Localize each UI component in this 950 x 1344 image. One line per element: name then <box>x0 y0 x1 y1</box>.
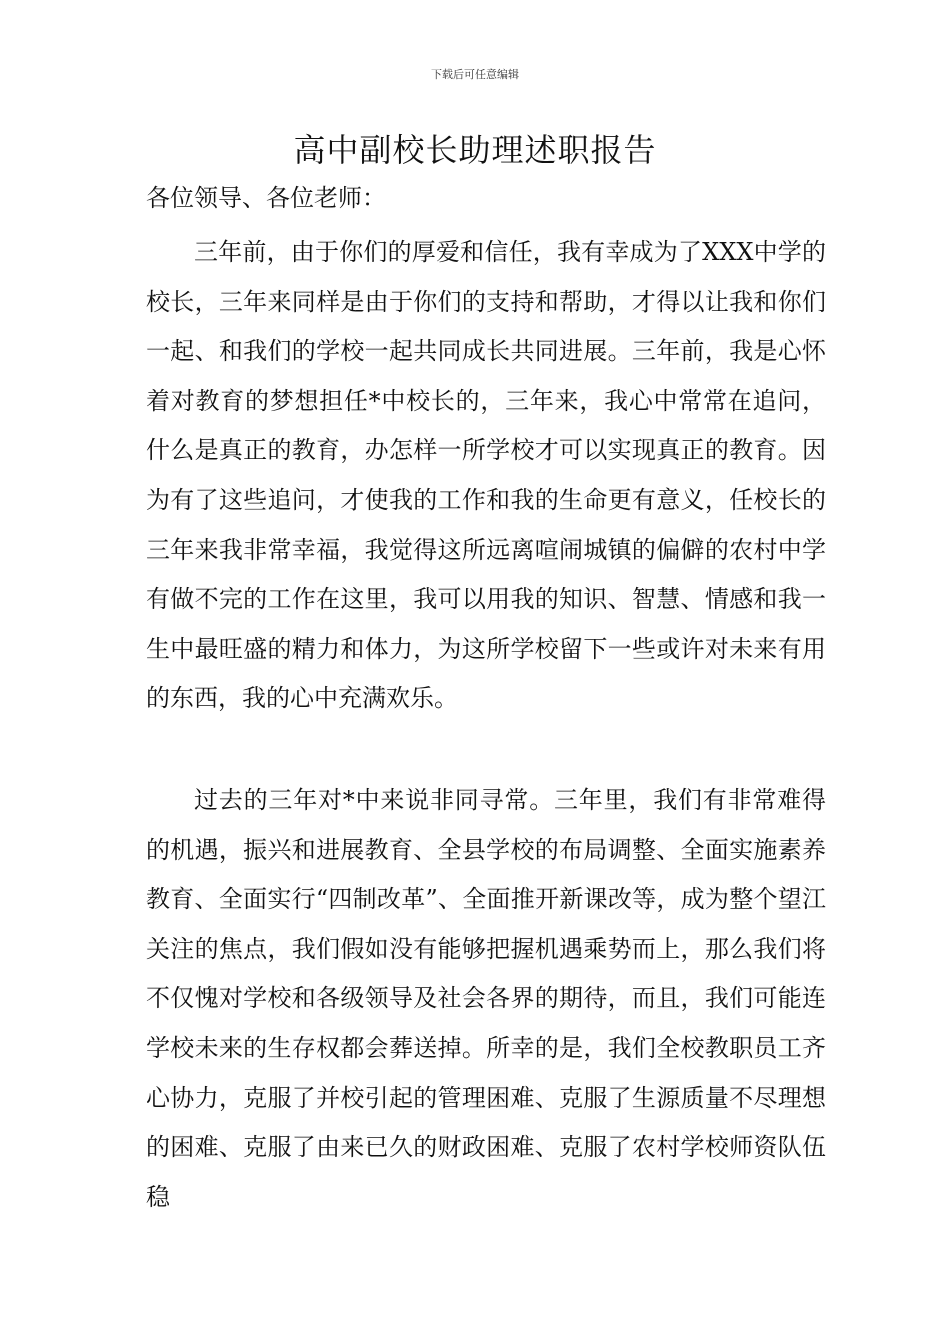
paragraph: 过去的三年对*中来说非同寻常。三年里，我们有非常难得的机遇，振兴和进展教育、全县学校的布局调整、全面实施素养教育、全面实行“四制改革”、全面推开新课改等，成为整个望江关注的焦点，我们假如没有能够把握机遇乘势而上，那么我们将不仅愧对学校和各级领导及社会各界的期待，而且，我们可能连学校未来的生存权都会葬送掉。所幸的是，我们全校教职员工齐心协力，克服了并校引起的管理困难、克服了生源质量不尽理想的困难、克服了由来已久的财政困难、克服了农村学校师资队伍稳 <box>146 786 826 1211</box>
header-note: 下载后可任意编辑 <box>431 68 519 81</box>
paragraph: 三年前，由于你们的厚爱和信任，我有幸成为了XXX中学的校长，三年来同样是由于你们的支持和帮助，才得以让我和你们一起、和我们的学校一起共同成长共同进展。三年前，我是心怀着对教育的梦想担任*中校长的，三年来，我心中常常在追问，什么是真正的教育，办怎样一所学校才可以实现真正的教育。因为有了这些追问，才使我的工作和我的生命更有意义，任校长的三年来我非常幸福，我觉得这所远离喧闹城镇的偏僻的农村中学有做不完的工作在这里，我可以用我的知识、智慧、情感和我一生中最旺盛的精力和体力，为这所学校留下一些或许对未来有用的东西，我的心中充满欢乐。 <box>146 238 826 713</box>
salutation: 各位领导、各位老师： <box>146 184 386 212</box>
document-title: 高中副校长助理述职报告 <box>293 131 657 169</box>
